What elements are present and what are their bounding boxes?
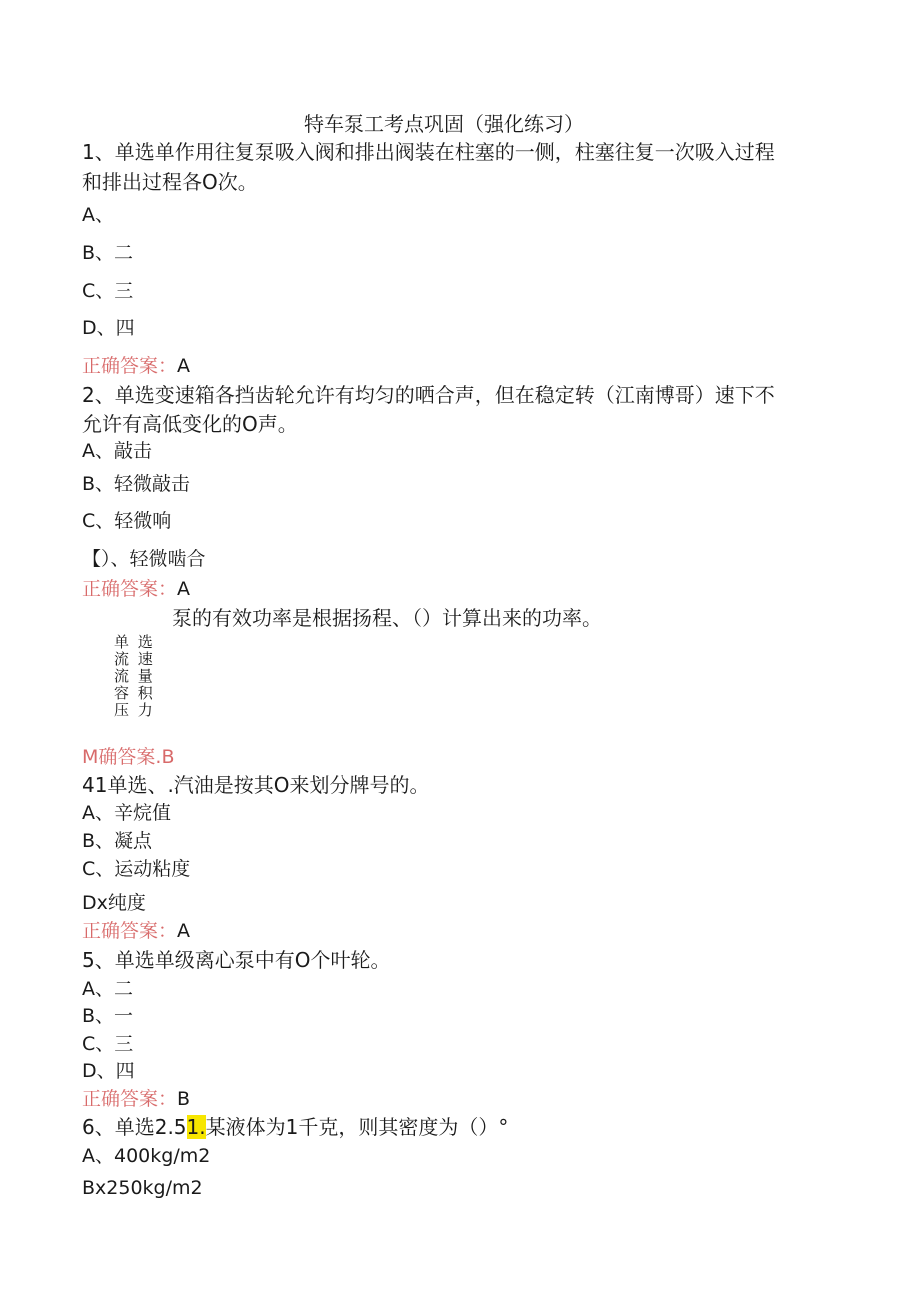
answer-value: A [177, 920, 191, 942]
answer-label: 正确答案： [82, 920, 178, 942]
question-2-text-line2: 允许有高低变化的O声。 [82, 412, 298, 436]
question-3-sub-line: 容 积 [114, 684, 155, 702]
question-3-sub-line: 单 选 [114, 633, 155, 651]
question-2-option-d: 【）、轻微啮合 [82, 548, 206, 570]
question-6-option-b: Bx250kg/m2 [82, 1177, 203, 1199]
question-1-option-a: A、 [82, 204, 114, 226]
question-4-option-c: C、运动粘度 [82, 858, 191, 880]
answer-label: 正确答案： [82, 1088, 178, 1110]
question-4-option-b: B、凝点 [82, 830, 153, 852]
question-6-text-post: 某液体为1千克，则其密度为（）° [205, 1115, 509, 1139]
answer-value: A [177, 578, 191, 600]
question-5-option-c: C、三 [82, 1033, 134, 1055]
question-5-text: 5、单选单级离心泵中有O个叶轮。 [82, 948, 391, 972]
question-2-option-b: B、轻微敲击 [82, 473, 191, 495]
question-4-option-a: A、辛烷值 [82, 802, 171, 824]
question-2-option-a: A、敲击 [82, 440, 152, 462]
question-4-answer [82, 920, 190, 943]
question-5-option-b: B、一 [82, 1005, 134, 1027]
question-3-text: 泵的有效功率是根据扬程、（）计算出来的功率。 [172, 606, 602, 630]
answer-value: B [161, 746, 175, 768]
question-3-sub-line: 压 力 [114, 701, 155, 719]
question-6-text [82, 1115, 508, 1139]
question-5-option-a: A、二 [82, 978, 133, 1000]
question-4-text: 41单选、.汽油是按其O来划分牌号的。 [82, 773, 430, 797]
question-1-answer [82, 355, 190, 378]
question-1-option-d: D、四 [82, 317, 135, 339]
answer-value: B [177, 1088, 191, 1110]
question-3-sub-line: 流 速 [114, 650, 155, 668]
question-6-text-pre: 6、单选2.5 [82, 1115, 187, 1139]
answer-label: M确答案. [82, 746, 162, 768]
question-1-text-line1: 1、单选单作用往复泵吸入阀和排出阀装在柱塞的一侧，柱塞往复一次吸入过程 [82, 140, 775, 164]
question-1-text-line2: 和排出过程各O次。 [82, 170, 258, 194]
question-3-sub-line: 流 量 [114, 667, 155, 685]
question-1-option-c: C、三 [82, 280, 134, 302]
highlighted-text: 1. [186, 1115, 206, 1139]
question-4-option-d: Dx纯度 [82, 892, 146, 914]
question-3-answer [82, 746, 174, 769]
answer-value: A [177, 355, 191, 377]
question-5-answer [82, 1088, 190, 1111]
question-2-option-c: C、轻微响 [82, 510, 172, 532]
question-2-answer [82, 578, 190, 601]
answer-label: 正确答案： [82, 578, 178, 600]
question-1-option-b: B、二 [82, 242, 134, 264]
answer-label: 正确答案： [82, 355, 178, 377]
question-6-option-a: A、400kg/m2 [82, 1145, 211, 1167]
question-5-option-d: D、四 [82, 1060, 135, 1082]
question-2-text-line1: 2、单选变速箱各挡齿轮允许有均匀的哂合声，但在稳定转（江南博哥）速下不 [82, 383, 775, 407]
page-title: 特车泵工考点巩固（强化练习） [304, 112, 584, 136]
